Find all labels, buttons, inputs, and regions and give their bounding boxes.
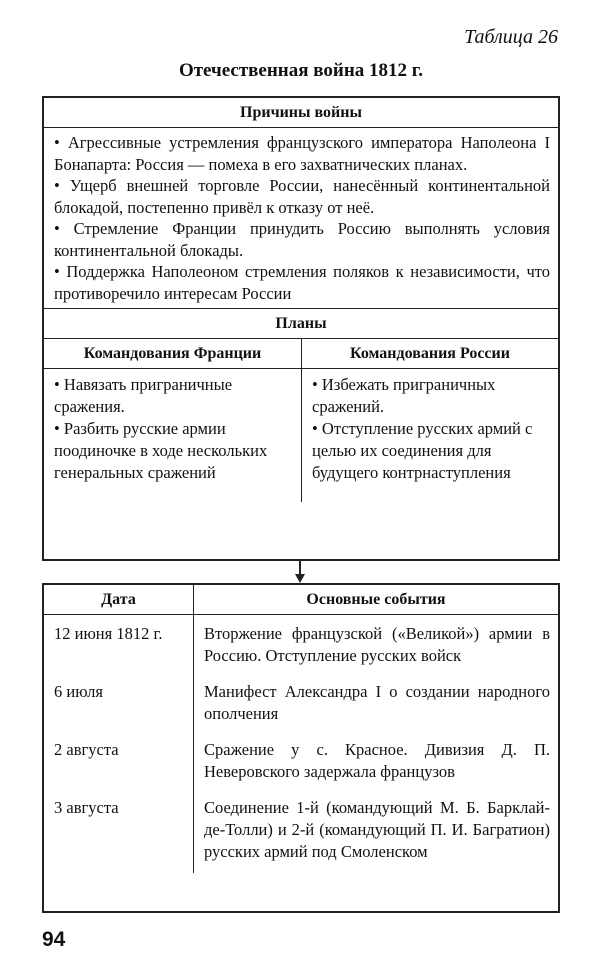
event-date: 6 июля: [44, 677, 194, 735]
events-column-header: Основные события: [194, 585, 559, 615]
france-plans-list: [44, 369, 302, 502]
event-description: Соединение 1-й (командующий М. Б. Барклай-де-Толли) и 2-й (командующий П. И. Багратион) русских армий под Смоленском: [204, 798, 550, 861]
arrow-down-icon: [295, 574, 305, 583]
table-row: [44, 735, 558, 793]
event-description: Вторжение французской («Великой») армии в Россию. Отступление русских войск: [204, 624, 550, 665]
table-row: [44, 615, 558, 678]
france-plans-heading: Командования Франции: [44, 339, 302, 368]
event-description: Сражение у с. Красное. Дивизия Д. П. Неверовского задержала французов: [204, 740, 550, 781]
date-column-header: Дата: [44, 585, 194, 615]
event-date: 3 августа: [44, 793, 194, 873]
plan-item: • Избежать приграничных сражений.: [312, 375, 496, 416]
event-date: 2 августа: [44, 735, 194, 793]
russia-plans-heading: Командования России: [350, 345, 510, 362]
cause-item: • Агрессивные устремления французского императора Наполеона I Бонапарта: Россия — помеха в его захватнических планах.: [54, 133, 550, 174]
plans-body: [44, 369, 558, 502]
table-row: [44, 677, 558, 735]
table-row: [44, 793, 558, 873]
page-title: Отечественная война 1812 г.: [178, 60, 424, 81]
plans-heading: Планы: [44, 308, 558, 339]
causes-and-plans-table: [42, 96, 560, 561]
event-description: Манифест Александра I о создании народного ополчения: [204, 682, 550, 723]
causes-heading: Причины войны: [44, 98, 558, 128]
causes-list: [44, 128, 558, 308]
plan-item: • Навязать приграничные сражения.: [54, 375, 233, 416]
plan-item: • Отступление русских армий с целью их соединения для будущего контрнаступления: [312, 419, 533, 482]
event-date: 12 июня 1812 г.: [44, 615, 194, 678]
page-number: 94: [42, 928, 66, 951]
russia-plans-list: [302, 369, 558, 502]
cause-item: • Стремление Франции принудить Россию выполнять условия континентальной блокады.: [54, 219, 550, 260]
plans-subheadings: [44, 339, 558, 369]
cause-item: • Поддержка Наполеоном стремления поляков к независимости, что противоречило интересам России: [54, 262, 550, 303]
plan-item: • Разбить русские армии поодиночке в ходе нескольких генеральных сражений: [54, 419, 268, 482]
table-number: Таблица 26: [464, 26, 558, 48]
cause-item: • Ущерб внешней торговле России, нанесённый континентальной блокадой, постепенно привёл к отказу от неё.: [54, 176, 550, 217]
events-table: [42, 583, 560, 913]
